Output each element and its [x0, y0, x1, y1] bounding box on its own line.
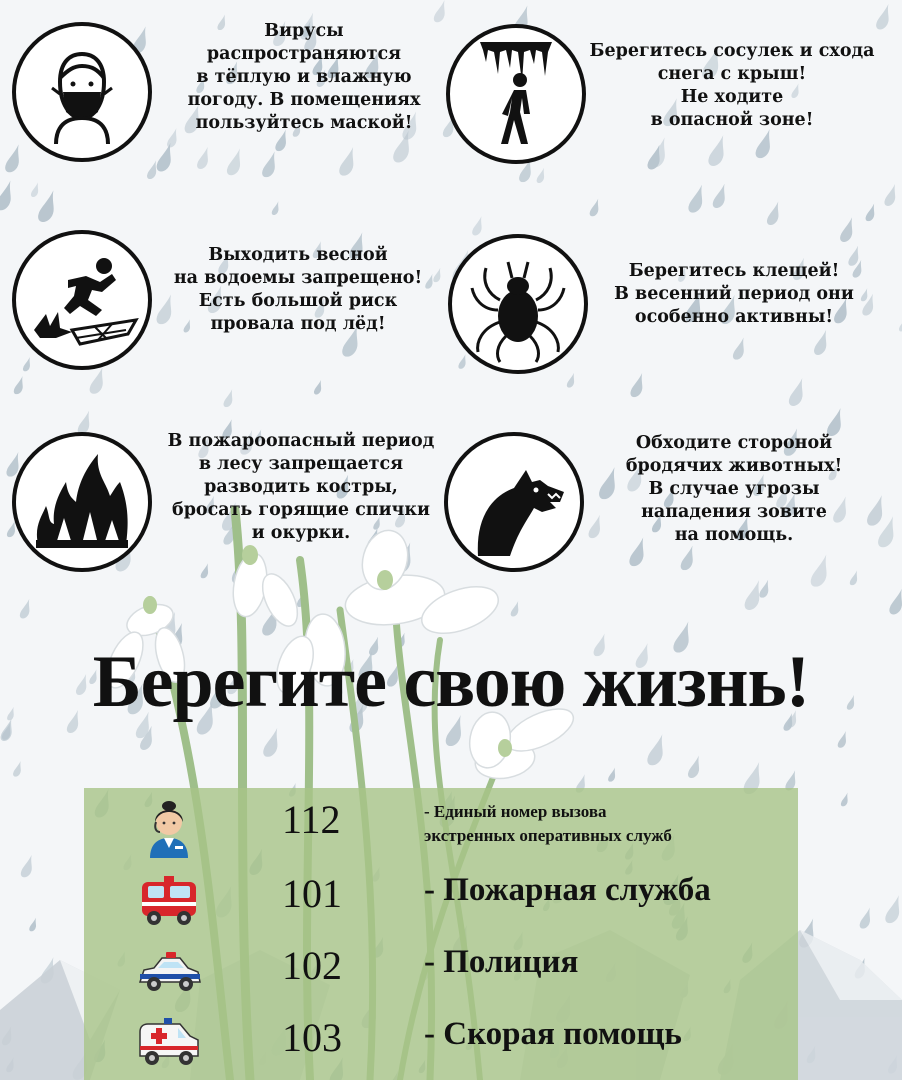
page-title: Берегите свою жизнь! — [92, 641, 810, 723]
warning-text-ticks: Берегитесь клещей! В весенний период они особенно активны! — [614, 261, 854, 328]
raindrop — [19, 855, 36, 877]
raindrop — [679, 546, 698, 571]
raindrop — [510, 601, 522, 617]
warning-text-fire: В пожароопасный период в лесу запрещается разводить костры, бросать горящие спички и окурки. — [167, 431, 435, 544]
tick-icon — [448, 234, 588, 374]
raindrop — [36, 190, 61, 222]
raindrop — [858, 908, 874, 929]
forest-fire-icon — [12, 432, 152, 572]
raindrop — [758, 580, 772, 598]
raindrop — [225, 149, 246, 176]
raindrop — [840, 793, 851, 807]
raindrop — [200, 563, 212, 578]
warning-text-animals: Обходите стороной бродячих животных! В случае угрозы нападения зовите на помощь. — [625, 433, 843, 546]
raindrop — [76, 411, 94, 435]
raindrop — [645, 734, 669, 765]
raindrop — [271, 201, 282, 215]
raindrop — [536, 168, 548, 183]
raindrop — [471, 216, 486, 235]
emergency-number: 103 — [282, 1015, 342, 1060]
raindrop — [686, 185, 708, 213]
emergency-number: 112 — [282, 797, 341, 842]
raindrop — [337, 147, 359, 176]
raindrop — [849, 570, 861, 585]
raindrop — [837, 731, 850, 748]
ice-fall-icon — [12, 230, 152, 370]
emergency-number: 102 — [282, 943, 342, 988]
warning-text-ice: Выходить весной на водоемы запрещено! Есть большой риск провала под лёд! — [173, 245, 423, 335]
raindrop — [888, 589, 902, 615]
raindrop — [588, 199, 602, 217]
raindrop — [0, 181, 17, 211]
raindrop — [808, 555, 833, 587]
icicles-pedestrian-icon — [446, 24, 586, 164]
raindrop — [686, 756, 704, 779]
raindrop — [812, 330, 832, 355]
raindrop — [731, 337, 748, 359]
raindrop — [30, 182, 41, 197]
raindrop — [864, 203, 878, 221]
emergency-description: - Единый номер вызова экстренных оперативных служб — [424, 802, 672, 845]
emergency-row-103 — [84, 1008, 798, 1080]
emergency-row-101 — [84, 864, 798, 936]
raindrop — [222, 389, 236, 407]
emergency-row-102 — [84, 936, 798, 1008]
raindrop — [566, 373, 578, 388]
raindrop — [898, 318, 902, 331]
raindrop — [28, 918, 39, 932]
warning-text-viruses: Вирусы распространяются в тёплую и влажную погоду. В помещениях пользуйтесь маской! — [187, 21, 421, 134]
raindrop — [883, 895, 902, 923]
angry-dog-icon — [444, 432, 584, 572]
emergency-numbers-panel — [84, 788, 798, 1080]
raindrop — [787, 378, 809, 406]
raindrop — [706, 135, 730, 166]
fire-truck-icon — [134, 868, 204, 932]
raindrop — [155, 143, 177, 172]
operator-icon — [134, 794, 204, 858]
raindrop — [587, 515, 605, 538]
ambulance-icon — [134, 1012, 204, 1076]
raindrop — [260, 151, 280, 177]
raindrop — [754, 129, 777, 158]
masked-person-icon — [12, 22, 152, 162]
emergency-number: 101 — [282, 871, 342, 916]
raindrop — [607, 767, 618, 781]
emergency-row-112 — [84, 790, 798, 862]
emergency-description: - Пожарная служба — [424, 872, 711, 908]
emergency-description: - Скорая помощь — [424, 1016, 682, 1052]
raindrop — [865, 495, 889, 526]
raindrop — [711, 184, 730, 209]
warning-text-icicles: Берегитесь сосулек и схода снега с крыш! Не ходите в опасной зоне! — [589, 41, 875, 131]
police-car-icon — [134, 940, 204, 1004]
raindrop — [874, 4, 894, 30]
raindrop — [88, 367, 109, 394]
raindrop — [196, 147, 213, 169]
raindrop — [12, 376, 26, 394]
raindrop — [883, 184, 900, 206]
raindrop — [313, 380, 324, 395]
emergency-description: - Полиция — [424, 944, 579, 980]
raindrop — [629, 373, 648, 397]
raindrop — [765, 202, 783, 226]
raindrop — [838, 217, 857, 242]
raindrop — [12, 761, 24, 777]
raindrop — [18, 599, 33, 619]
raindrop — [261, 728, 284, 757]
